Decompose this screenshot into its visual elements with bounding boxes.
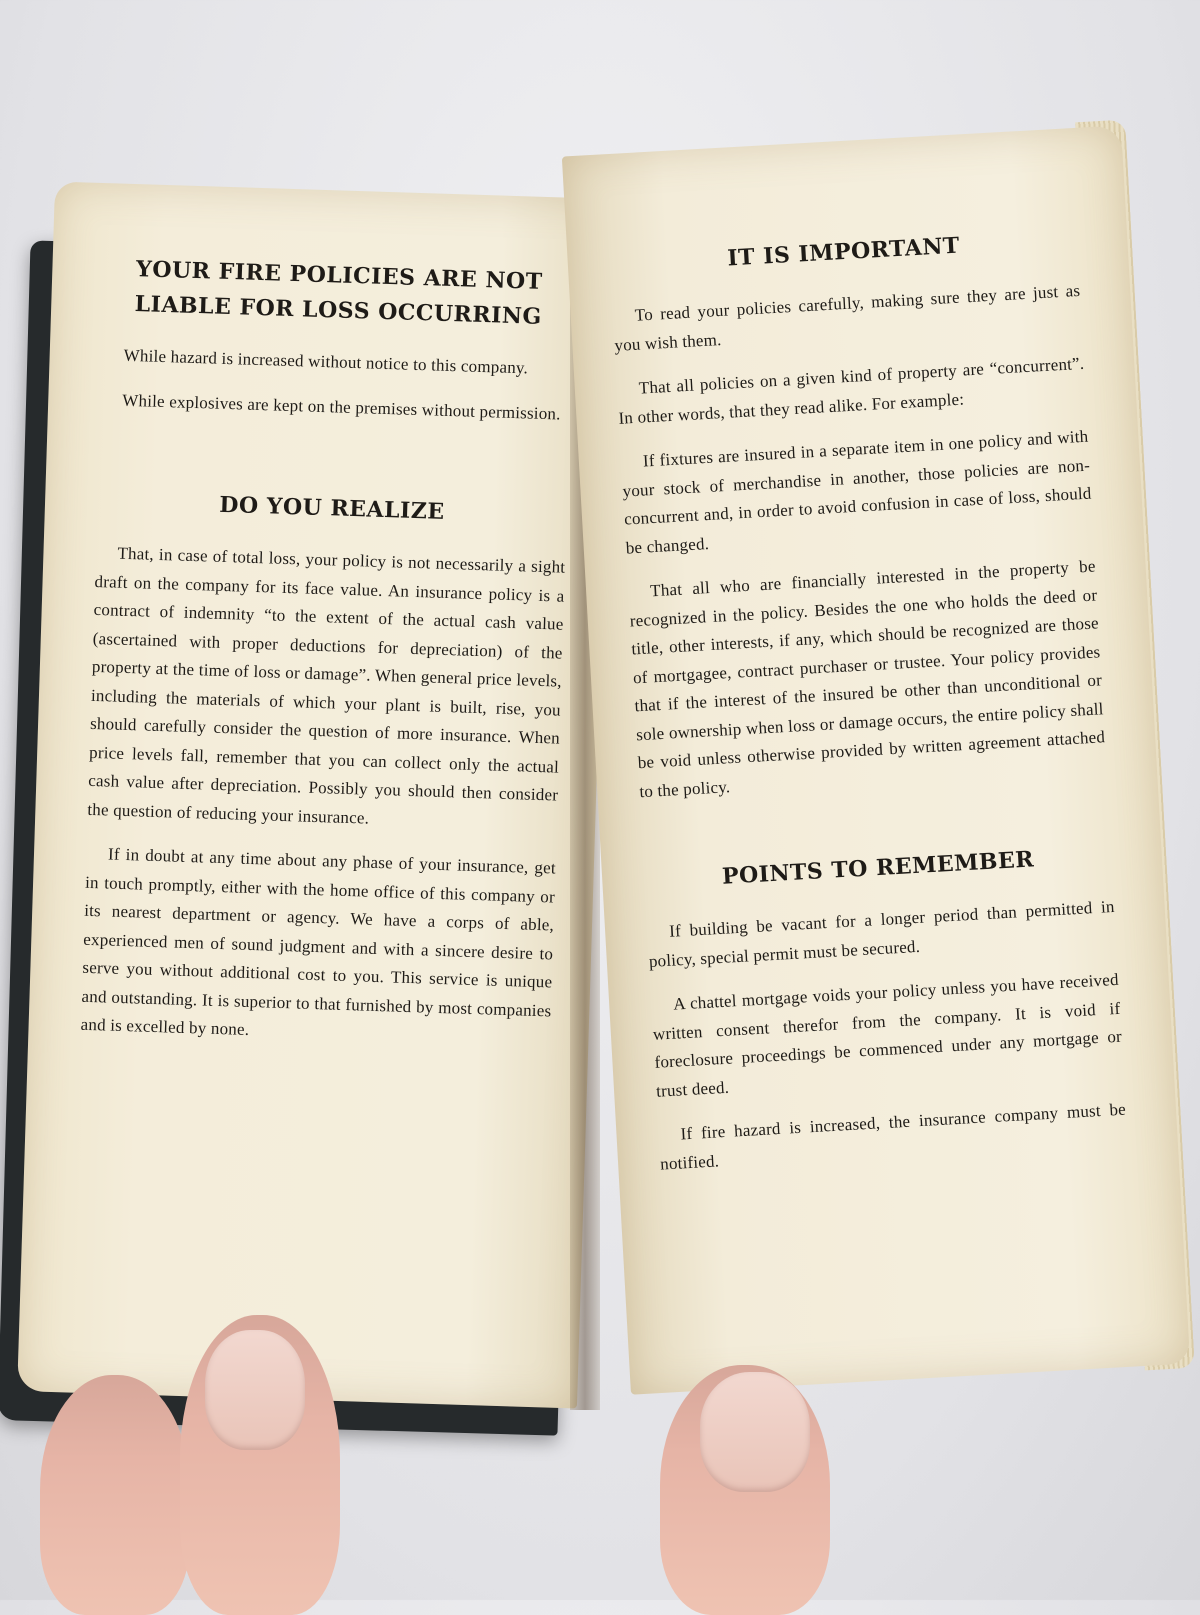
left-page xyxy=(17,182,615,1409)
left-paragraph-hazard: While hazard is increased without notice to this company. xyxy=(123,345,529,378)
right-paragraph-fire-hazard: If fire hazard is increased, the insurance company must be notified. xyxy=(659,1099,1127,1174)
right-heading-points-to-remember: POINTS TO REMEMBER xyxy=(721,846,1035,890)
left-paragraph-total-loss: That, in case of total loss, your policy is not necessarily a sight draft on the company for its face value. An insurance policy is a contract of indemnity “to the extent of the actual cash value (ascertained with proper deductions for depreciation) of the property at the time of loss or damage”. When general price levels, including the materials of which your plant is built, rise, you should carefully consider the question of more insurance. When price levels fall, remember that you can collect only the actual cash value after depreciation. Possibly you should then consider the question of reducing your insurance. xyxy=(87,543,566,828)
left-page-text xyxy=(28,182,615,1072)
left-heading-do-you-realize: DO YOU REALIZE xyxy=(218,491,446,525)
right-paragraph-financially-interested: That all who are financially interested in the property be recognized in the policy. Besides the one who holds the deed or title, other interests, if any, which should be recognized are those of mortgagee, contract purchaser or trustee. Your policy provides that if the interest of the insured be other than unconditional or sole ownership when loss or damage occurs, the entire policy shall be void unless otherwise provided by written agreement attached to the policy. xyxy=(629,556,1106,801)
right-paragraph-fixtures: If fixtures are insured in a separate item in one policy and with your stock of merchandise in another, those policies are non-concurrent and, in order to avoid confusion in case of loss, should be changed. xyxy=(622,426,1092,558)
left-fingernail xyxy=(205,1330,305,1450)
right-paragraph-read-policies: To read your policies carefully, making sure they are just as you wish them. xyxy=(613,280,1081,355)
right-paragraph-concurrent: That all policies on a given kind of property are “concurrent”. In other words, that they read alike. For example: xyxy=(617,353,1085,428)
left-paragraph-in-doubt: If in doubt at any time about any phase of your insurance, get in touch promptly, either with the home office of this company or its nearest department or agency. We have a corps of able, experienced men of sound judgment and with a sincere desire to serve you without additional cost to you. This service is unique and outstanding. It is superior to that furnished by most companies and is excelled by none. xyxy=(80,844,557,1040)
right-heading-it-is-important: IT IS IMPORTANT xyxy=(726,232,961,272)
right-paragraph-chattel-mortgage: A chattel mortgage voids your policy unless you have received written consent therefor from the company. It is void if foreclosure proceedings be commenced under any mortgage or trust deed. xyxy=(652,969,1123,1101)
right-page-text xyxy=(562,125,1179,1197)
left-heading-fire-policies: YOUR FIRE POLICIES ARE NOT LIABLE FOR LOSS OCCURRING xyxy=(134,256,543,330)
right-thumbnail xyxy=(700,1372,810,1492)
right-page xyxy=(562,125,1190,1394)
left-thumb xyxy=(40,1375,190,1615)
left-paragraph-explosives: While explosives are kept on the premises without permission. xyxy=(122,390,561,423)
right-paragraph-vacant: If building be vacant for a longer period than permitted in policy, special permit must be secured. xyxy=(648,896,1116,971)
